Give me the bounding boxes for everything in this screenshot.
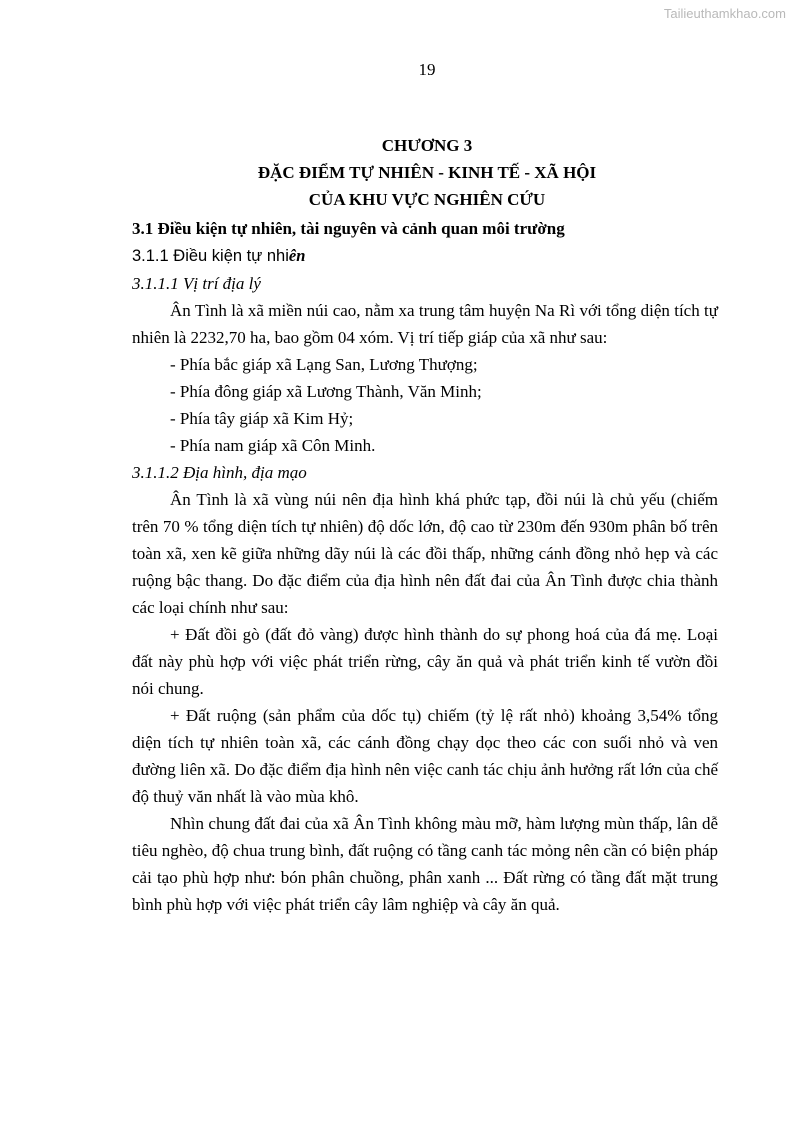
section-heading-3-1-1-head: 3.1.1 Điều kiện tự nhi [132, 247, 289, 265]
page-number: 19 [418, 60, 436, 79]
document-body [132, 215, 718, 918]
paddy-soil-paragraph: + Đất ruộng (sản phẩm của dốc tụ) chiếm (tỷ lệ rất nhỏ) khoảng 3,54% tổng diện tích tự nhiên toàn xã, các cánh đồng chạy dọc theo các con suối nhỏ và ven đường liên xã. Do đặc điểm địa hình nên việc canh tác chịu ảnh hưởng rất lớn của chế độ thuỷ văn nhất là vào mùa khô. [132, 706, 718, 806]
chapter-title-line-2: CỦA KHU VỰC NGHIÊN CỨU [308, 190, 546, 209]
border-item-south: - Phía nam giáp xã Côn Minh. [170, 436, 376, 455]
chapter-title-line-1: ĐẶC ĐIỂM TỰ NHIÊN - KINH TẾ - XÃ HỘI [257, 163, 597, 182]
hill-soil-paragraph: + Đất đồi gò (đất đỏ vàng) được hình thành do sự phong hoá của đá mẹ. Loại đất này phù hợp với việc phát triển rừng, cây ăn quả và phát triển kinh tế vườn đồi nói chung. [132, 625, 718, 698]
border-item-north: - Phía bắc giáp xã Lạng San, Lương Thượng; [170, 355, 478, 374]
location-paragraph: Ân Tình là xã miền núi cao, nằm xa trung tâm huyện Na Rì với tổng diện tích tự nhiên là 2232,70 ha, bao gồm 04 xóm. Vị trí tiếp giáp của xã như sau: [132, 301, 718, 347]
terrain-paragraph: Ân Tình là xã vùng núi nên địa hình khá phức tạp, đồi núi là chủ yếu (chiếm trên 70 % tổng diện tích tự nhiên) độ dốc lớn, độ cao từ 230m đến 930m phân bố trên toàn xã, xen kẽ giữa những dãy núi là các đồi thấp, những cánh đồng nhỏ hẹp và các ruộng bậc thang. Do đặc điểm của địa hình nên đất đai của Ân Tình được chia thành các loại chính như sau: [132, 490, 718, 617]
watermark: Tailieuthamkhao.com [663, 6, 786, 21]
section-heading-3-1: 3.1 Điều kiện tự nhiên, tài nguyên và cảnh quan môi trường [132, 219, 565, 238]
soil-summary-paragraph: Nhìn chung đất đai của xã Ân Tình không màu mỡ, hàm lượng mùn thấp, lân dễ tiêu nghèo, độ chua trung bình, đất ruộng có tầng canh tác mỏng nên cần có biện pháp cải tạo phù hợp như: bón phân chuồng, phân xanh ... Đất rừng có tầng đất mặt trung bình phù hợp với việc phát triển cây lâm nghiệp và cây ăn quả. [132, 814, 718, 914]
chapter-label: CHƯƠNG 3 [381, 136, 473, 155]
section-heading-3-1-1-tail: ên [288, 246, 306, 265]
chapter-heading [0, 132, 794, 213]
border-item-east: - Phía đông giáp xã Lương Thành, Văn Minh; [170, 382, 482, 401]
section-heading-3-1-1-1: 3.1.1.1 Vị trí địa lý [132, 274, 261, 293]
section-heading-3-1-1-2: 3.1.1.2 Địa hình, địa mạo [132, 463, 307, 482]
section-heading-3-1-1 [132, 242, 718, 270]
border-item-west: - Phía tây giáp xã Kim Hỷ; [170, 409, 354, 428]
